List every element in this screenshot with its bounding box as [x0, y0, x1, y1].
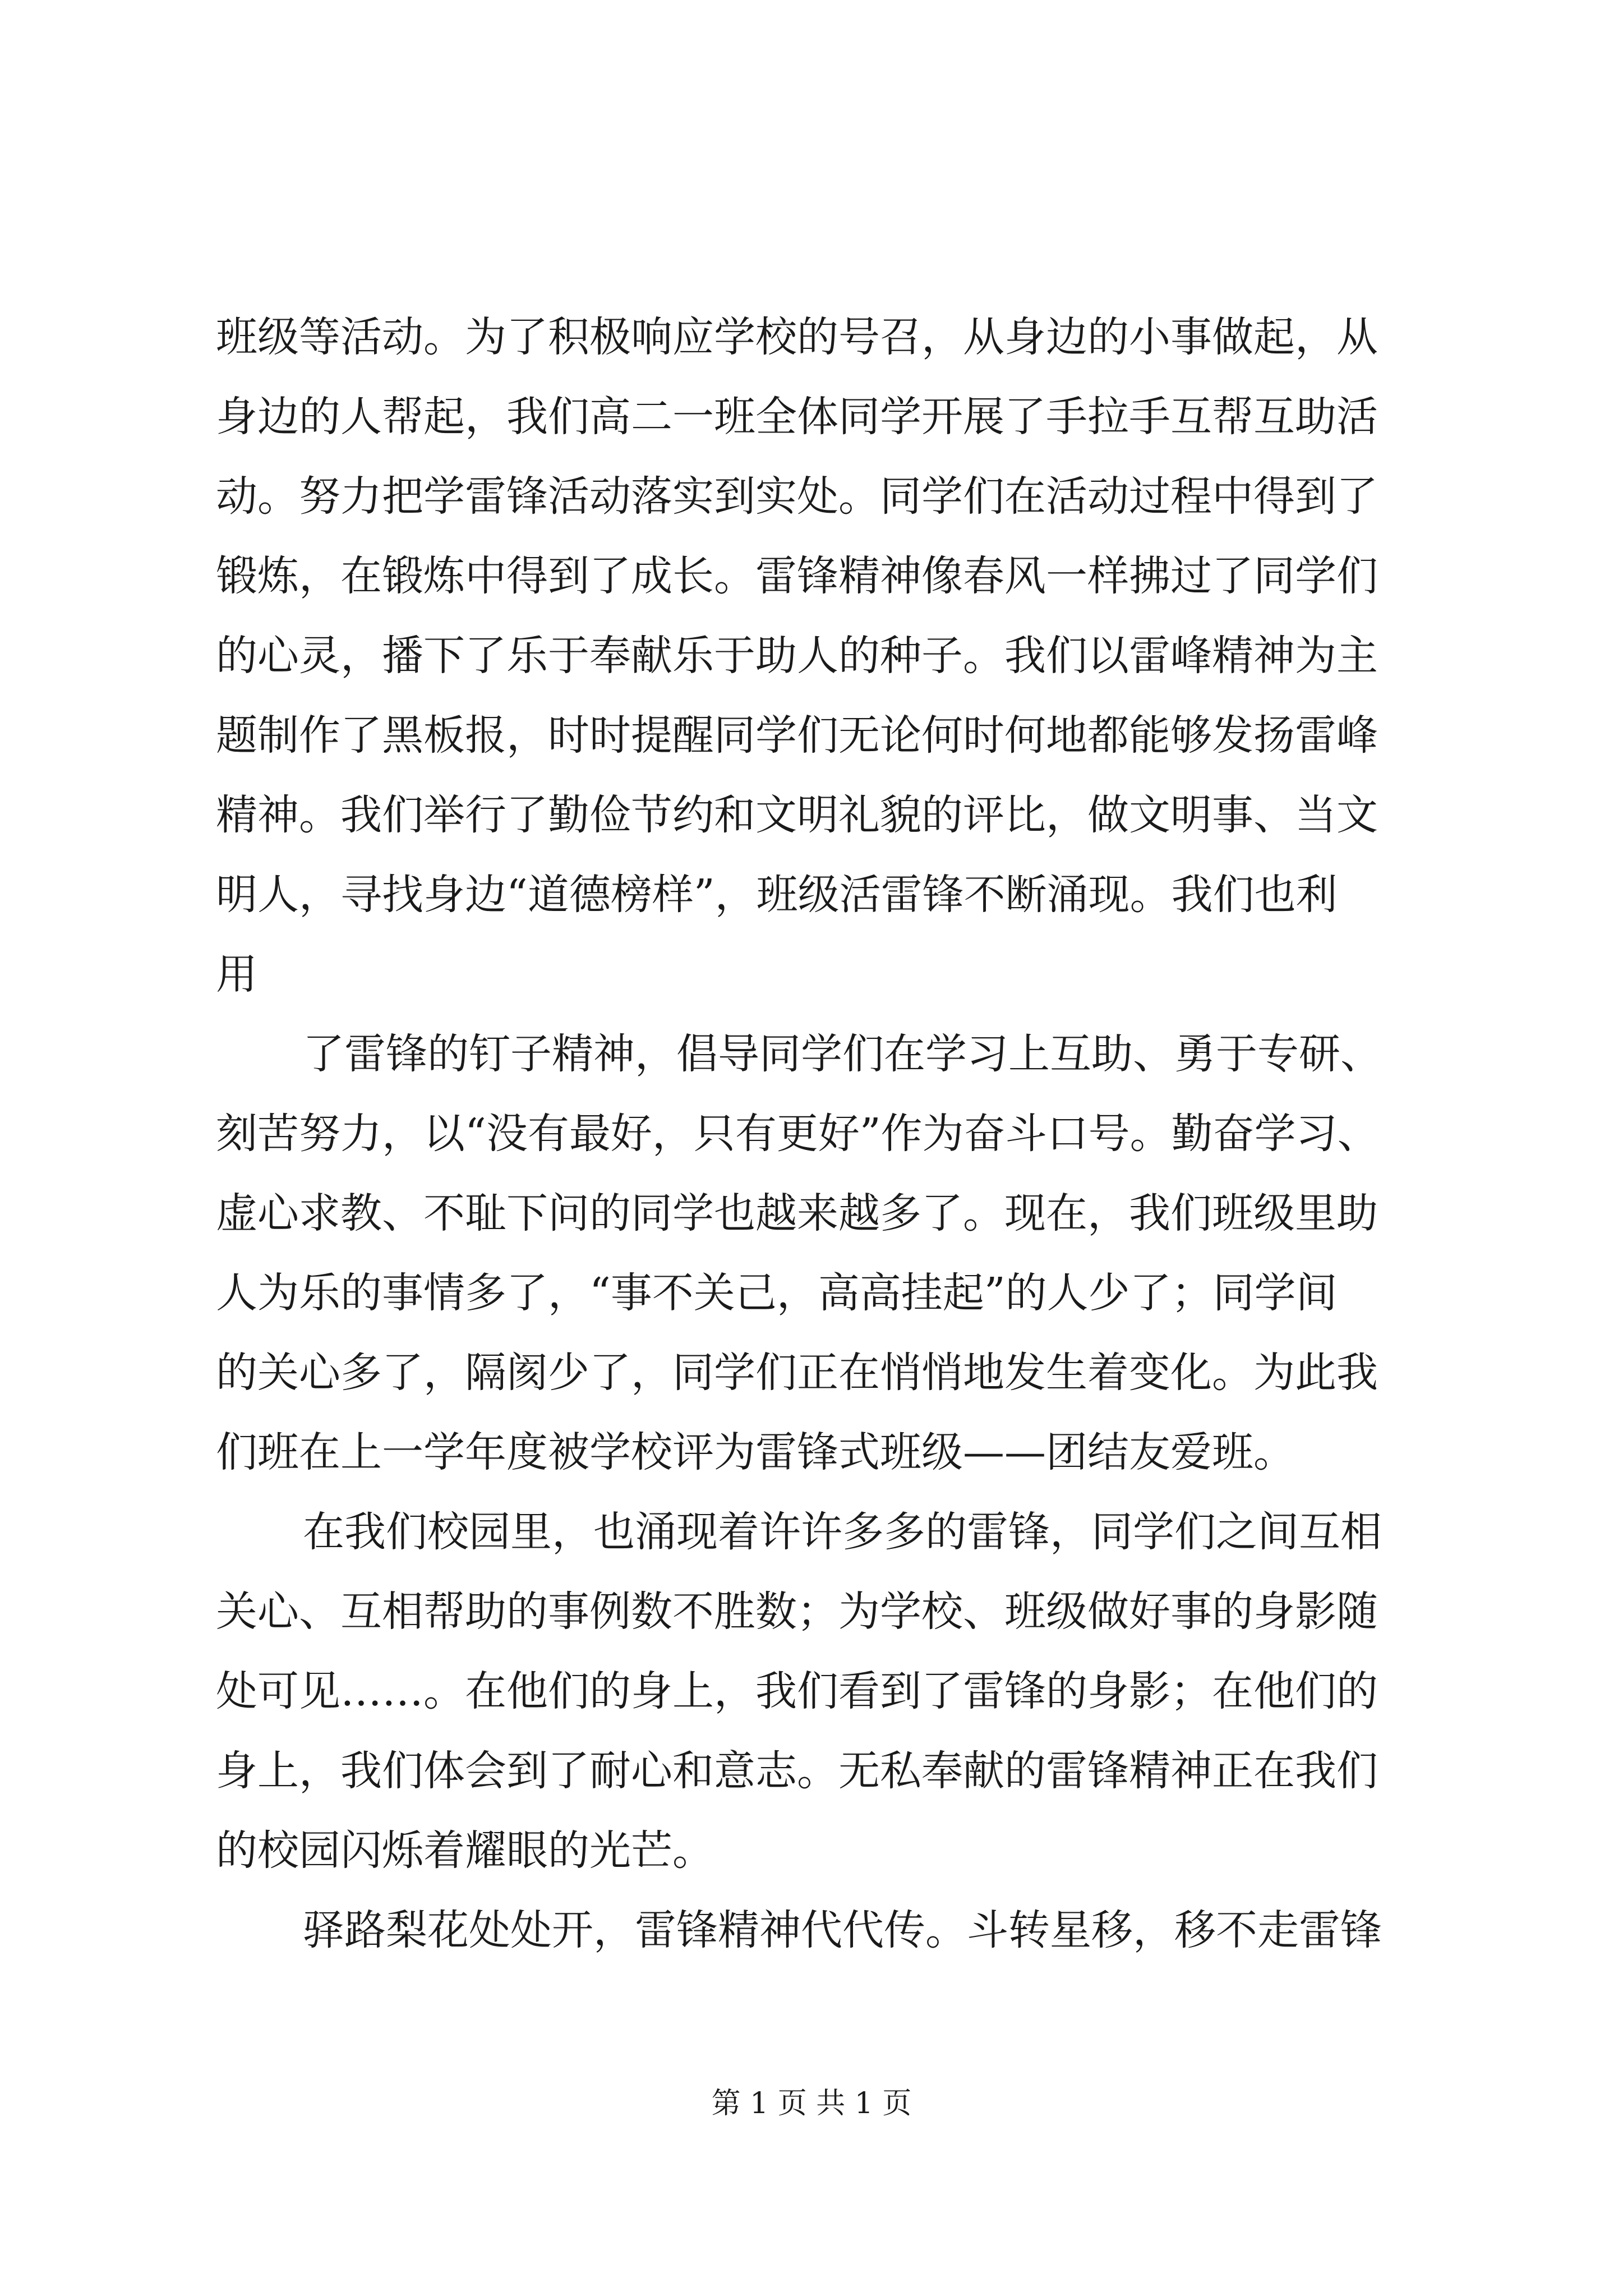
text-line: 题制作了黑板报，时时提醒同学们无论何时何地都能够发扬雷峰: [216, 711, 1378, 760]
text-line: 精神。我们举行了勤俭节约和文明礼貌的评比，做文明事、当文: [216, 791, 1378, 839]
text-line: 虚心求教、不耻下问的同学也越来越多了。现在，我们班级里助: [216, 1189, 1378, 1237]
text-line: 身边的人帮起，我们高二一班全体同学开展了手拉手互帮互助活: [216, 393, 1378, 441]
text-line: 身上，我们体会到了耐心和意志。无私奉献的雷锋精神正在我们: [216, 1747, 1378, 1795]
text-line: 明人，寻找身边“道德榜样”，班级活雷锋不断涌现。我们也利: [216, 871, 1338, 919]
text-line: 动。努力把学雷锋活动落实到实处。同学们在活动过程中得到了: [216, 472, 1378, 521]
text-line: 处可见……。在他们的身上，我们看到了雷锋的身影；在他们的: [216, 1667, 1378, 1715]
paragraph-start-line: 驿路梨花处处开，雷锋精神代代传。斗转星移，移不走雷锋: [303, 1906, 1382, 1954]
text-line: 人为乐的事情多了，“事不关己，高高挂起”的人少了；同学间: [216, 1269, 1338, 1317]
document-body: [216, 297, 1427, 1970]
text-line: 关心、互相帮助的事例数不胜数；为学校、班级做好事的身影随: [216, 1588, 1378, 1636]
text-line: 刻苦努力，以“没有最好，只有更好”作为奋斗口号。勤奋学习、: [216, 1110, 1379, 1158]
text-line: 锻炼，在锻炼中得到了成长。雷锋精神像春风一样拂过了同学们: [216, 552, 1378, 600]
text-line: 的校园闪烁着耀眼的光芒。: [216, 1826, 714, 1875]
page-footer: [0, 2084, 1623, 2123]
text-line: 的心灵，播下了乐于奉献乐于助人的种子。我们以雷峰精神为主: [216, 632, 1378, 680]
text-line: 们班在上一学年度被学校评为雷锋式班级——团结友爱班。: [216, 1428, 1295, 1476]
page-number-label: 第 1 页 共 1 页: [711, 2087, 912, 2120]
text-line: 用: [216, 950, 257, 999]
paragraph-start-line: 在我们校园里，也涌现着许许多多的雷锋，同学们之间互相: [303, 1508, 1382, 1556]
paragraph-start-line: 了雷锋的钉子精神，倡导同学们在学习上互助、勇于专研、: [303, 1030, 1382, 1078]
text-line: 班级等活动。为了积极响应学校的号召，从身边的小事做起，从: [216, 313, 1378, 361]
text-line: 的关心多了，隔阂少了，同学们正在悄悄地发生着变化。为此我: [216, 1349, 1378, 1397]
